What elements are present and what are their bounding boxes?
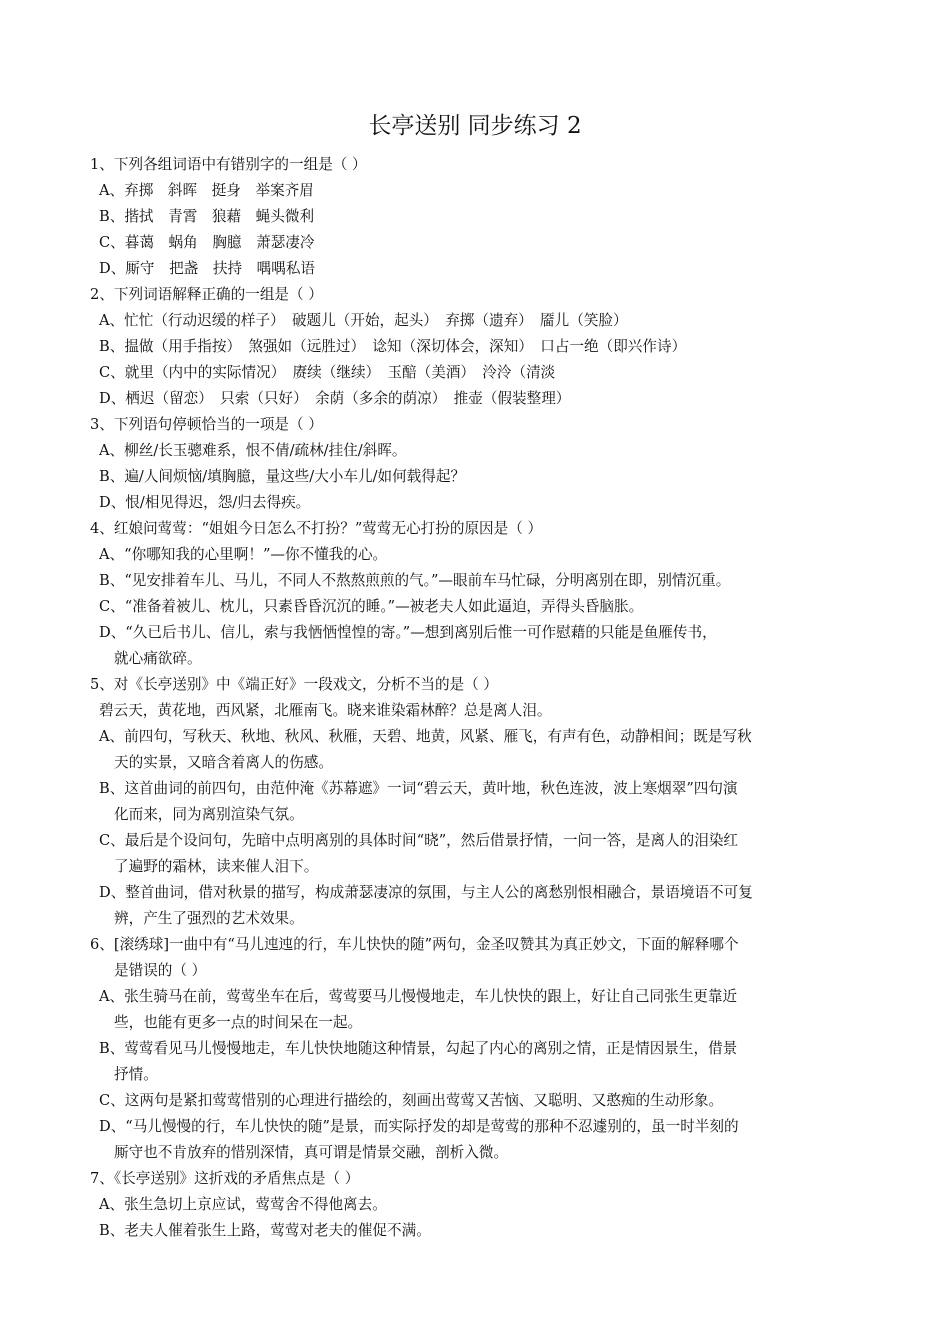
question-text: 5、对《长亭送别》中《端正好》一段戏文，分析不当的是（ ） xyxy=(90,676,498,693)
option-text: B、这首曲词的前四句，由范仲淹《苏幕遮》一词“碧云天，黄叶地，秋色连波，波上寒烟翠”四句演 xyxy=(99,780,738,797)
option-text: C、最后是个设问句，先暗中点明离别的具体时间“晓”，然后借景抒情，一问一答，是离人的泪染红 xyxy=(99,832,739,849)
continuation-text: 天的实景，又暗含着离人的伤感。 xyxy=(114,754,333,771)
continuation-text: 就心痛欲碎。 xyxy=(114,650,202,667)
continuation-text: 化而来，同为离别渲染气氛。 xyxy=(114,806,304,823)
continuation-text: 厮守也不肯放弃的惜别深情，真可谓是情景交融，剖析入微。 xyxy=(114,1144,509,1161)
continuation-text: 些，也能有更多一点的时间呆在一起。 xyxy=(114,1014,363,1031)
option-text: D、厮守 把盏 扶持 喁喁私语 xyxy=(99,260,316,277)
question-text: 6、[滚绣球]一曲中有“马儿迍迍的行，车儿快快的随”两句，金圣叹赞其为真正妙文，下面的解释哪个 xyxy=(90,936,739,953)
option-text: A、张生骑马在前，莺莺坐车在后，莺莺要马儿慢慢地走，车儿快快的跟上，好让自己同张生更靠近 xyxy=(99,988,738,1005)
passage-text: 碧云天，黄花地，西风紧，北雁南飞。晓来谁染霜林醉？总是离人泪。 xyxy=(99,702,552,719)
option-text: B、遍/人间烦恼/填胸臆，量这些/大小车儿/如何载得起？ xyxy=(99,468,466,485)
question-text: 7、《长亭送别》这折戏的矛盾焦点是（ ） xyxy=(90,1170,360,1187)
question-text: 4、红娘问莺莺：“姐姐今日怎么不打扮？”莺莺无心打扮的原因是（ ） xyxy=(90,520,543,537)
continuation-text: 辨，产生了强烈的艺术效果。 xyxy=(114,910,304,927)
page-title: 长亭送别 同步练习 2 xyxy=(368,113,582,139)
option-text: D、“久已后书儿、信儿，索与我恓恓惶惶的寄。”—想到离别后惟一可作慰藉的只能是鱼雁传书， xyxy=(99,624,717,641)
option-text: A、弃掷 斜晖 挺身 举案齐眉 xyxy=(99,182,314,199)
question-text: 2、下列词语解释正确的一组是（ ） xyxy=(90,286,323,303)
option-text: D、恨/相见得迟，怨/归去得疾。 xyxy=(99,494,311,511)
option-text: C、“准备着被儿、枕儿，只素昏昏沉沉的睡。”—被老夫人如此逼迫，弄得头昏脑胀。 xyxy=(99,598,644,615)
question-text: 1、下列各组词语中有错别字的一组是（ ） xyxy=(90,156,367,173)
option-text: D、整首曲词，借对秋景的描写，构成萧瑟凄凉的氛围，与主人公的离愁别恨相融合，景语境语不可复 xyxy=(99,884,753,901)
option-text: A、“你哪知我的心里啊！”—你不懂我的心。 xyxy=(99,546,388,563)
option-text: B、“见安排着车儿、马儿，不同人不熬熬煎煎的气。”—眼前车马忙碌，分明离别在即，别情沉重。 xyxy=(99,572,731,589)
option-text: C、暮蔼 蜗角 胸臆 萧瑟凄冷 xyxy=(99,234,315,251)
option-text: A、柳丝/长玉骢难系，恨不倩/疏林/挂住/斜晖。 xyxy=(99,442,407,459)
question-list xyxy=(90,152,870,1244)
option-text: A、前四句，写秋天、秋地、秋风、秋雁，天碧、地黄，风紧、雁飞，有声有色，动静相间；既是写秋 xyxy=(99,728,752,745)
question-text: 3、下列语句停顿恰当的一项是（ ） xyxy=(90,416,323,433)
option-text: A、张生急切上京应试，莺莺舍不得他离去。 xyxy=(99,1196,387,1213)
option-text: B、揾做（用手指按） 煞强如（远胜过） 谂知（深切体会，深知） 口占一绝（即兴作诗） xyxy=(99,338,687,355)
option-text: B、揩拭 青霄 狼藉 蝇头微利 xyxy=(99,208,315,225)
continuation-text: 了遍野的霜林，读来催人泪下。 xyxy=(114,858,319,875)
option-text: B、莺莺看见马儿慢慢地走，车儿快快地随这种情景，勾起了内心的离别之情，正是情因景生，借景 xyxy=(99,1040,738,1057)
continuation-text: 抒情。 xyxy=(114,1066,158,1083)
option-text: C、就里（内中的实际情况） 赓续（继续） 玉醅（美酒） 泠泠（清淡 xyxy=(99,364,556,381)
option-text: B、老夫人催着张生上路，莺莺对老夫的催促不满。 xyxy=(99,1222,431,1239)
option-text: D、“马儿慢慢的行，车儿快快的随”是景，而实际抒发的却是莺莺的那种不忍遽别的，虽一时半刻的 xyxy=(99,1118,739,1135)
option-text: A、忙忙（行动迟缓的样子） 破题儿（开始，起头） 弃掷（遗弃） 靥儿（笑脸） xyxy=(99,312,628,329)
continuation-text: 是错误的（ ） xyxy=(114,962,207,979)
option-text: D、栖迟（留恋） 只索（只好） 余荫（多余的荫凉） 推壶（假装整理） xyxy=(99,390,571,407)
option-text: C、这两句是紧扣莺莺惜别的心理进行描绘的，刻画出莺莺又苦恼、又聪明、又憨痴的生动形象。 xyxy=(99,1092,724,1109)
